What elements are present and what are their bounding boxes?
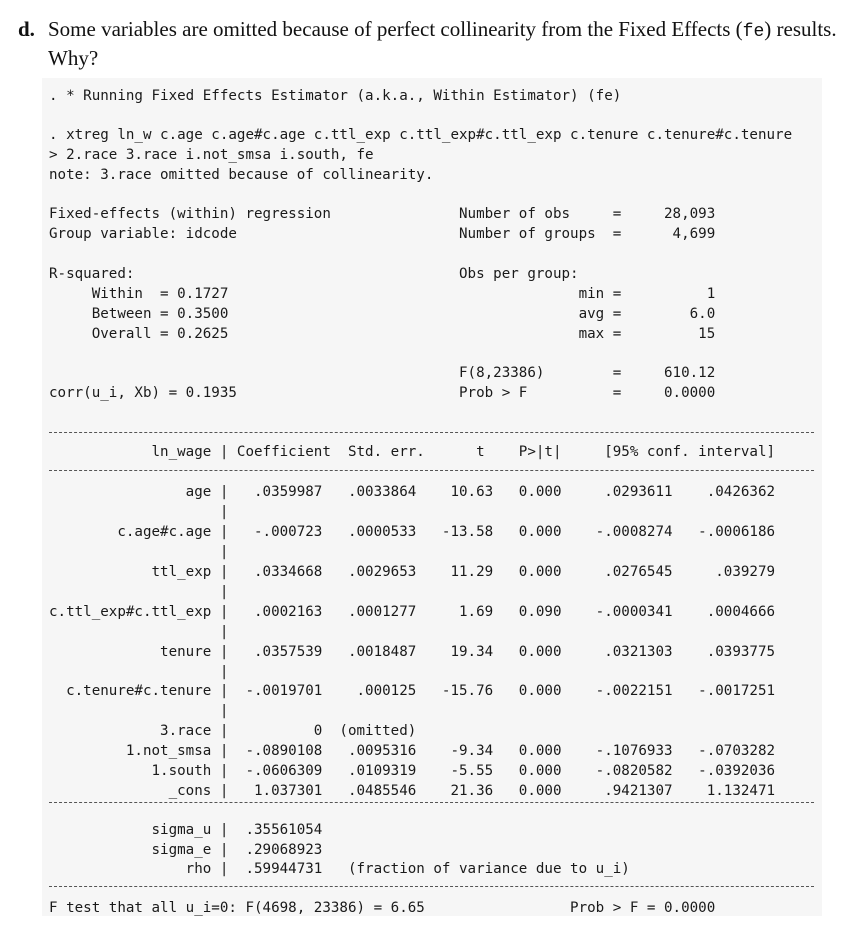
f-test-line: F test that all u_i=0: F(4698, 23386) = 6.65 Prob > F = 0.0000 [49,900,716,916]
question [18,16,848,71]
table-spacer-row: | [49,703,229,719]
table-row: c.age#c.age | -.000723 .0000533 -13.58 0.000 -.0008274 -.0006186 [49,524,776,540]
table-spacer-row: | [49,624,229,640]
table-row: ttl_exp | .0334668 .0029653 11.29 0.000 .0276545 .039279 [49,564,776,580]
table-bottom-rule [49,886,814,887]
table-row: 1.south | -.0606309 .0109319 -5.55 0.000 -.0820582 -.0392036 [49,763,776,779]
collinearity-note: note: 3.race omitted because of collinearity. [49,167,434,183]
table-top-rule [49,432,814,433]
question-code: fe [742,22,765,42]
r-squared-within: Within = 0.1727 min = 1 [49,286,716,302]
question-text-before: Some variables are omitted because of perfect collinearity from the Fixed Effects ( [48,17,743,41]
r-squared-between: Between = 0.3500 avg = 6.0 [49,306,716,322]
regression-header-1: Fixed-effects (within) regression Number of obs = 28,093 [49,206,716,222]
command-line-1: . xtreg ln_w c.age c.age#c.age c.ttl_exp c.ttl_exp#c.ttl_exp c.tenure c.tenure#c.tenure [49,127,793,143]
sigma-e-row: sigma_e | .29068923 [49,842,323,858]
r-squared-overall: Overall = 0.2625 max = 15 [49,326,716,342]
table-spacer-row: | [49,584,229,600]
table-spacer-row: | [49,504,229,520]
question-text [48,16,848,71]
question-text-after: ) results. Why? [48,17,837,70]
question-label: d. [18,17,35,41]
table-spacer-row: | [49,664,229,680]
table-header-rule [49,470,814,471]
table-row: c.ttl_exp#c.ttl_exp | .0002163 .0001277 1.69 0.090 -.0000341 .0004666 [49,604,776,620]
corr-prob-line: corr(u_i, Xb) = 0.1935 Prob > F = 0.0000 [49,385,716,401]
table-middle-rule [49,802,814,803]
table-row: c.tenure#c.tenure | -.0019701 .000125 -15.76 0.000 -.0022151 -.0017251 [49,683,776,699]
table-row-omitted: 3.race | 0 (omitted) [49,723,417,739]
table-spacer-row: | [49,544,229,560]
table-row: 1.not_smsa | -.0890108 .0095316 -9.34 0.000 -.1076933 -.0703282 [49,743,776,759]
table-row: age | .0359987 .0033864 10.63 0.000 .0293611 .0426362 [49,484,776,500]
comment-line: . * Running Fixed Effects Estimator (a.k.a., Within Estimator) (fe) [49,88,622,104]
f-statistic-line: F(8,23386) = 610.12 [49,365,716,381]
table-row: tenure | .0357539 .0018487 19.34 0.000 .0321303 .0393775 [49,644,776,660]
rho-row: rho | .59944731 (fraction of variance due to u_i) [49,861,630,877]
sigma-u-row: sigma_u | .35561054 [49,822,323,838]
regression-header-2: Group variable: idcode Number of groups = 4,699 [49,226,716,242]
command-line-2: > 2.race 3.race i.not_smsa i.south, fe [49,147,374,163]
table-header: ln_wage | Coefficient Std. err. t P>|t| [95% conf. interval] [49,444,776,460]
table-row: _cons | 1.037301 .0485546 21.36 0.000 .9421307 1.132471 [49,783,776,799]
r-squared-heading: R-squared: Obs per group: [49,266,579,282]
stata-output [42,78,822,916]
